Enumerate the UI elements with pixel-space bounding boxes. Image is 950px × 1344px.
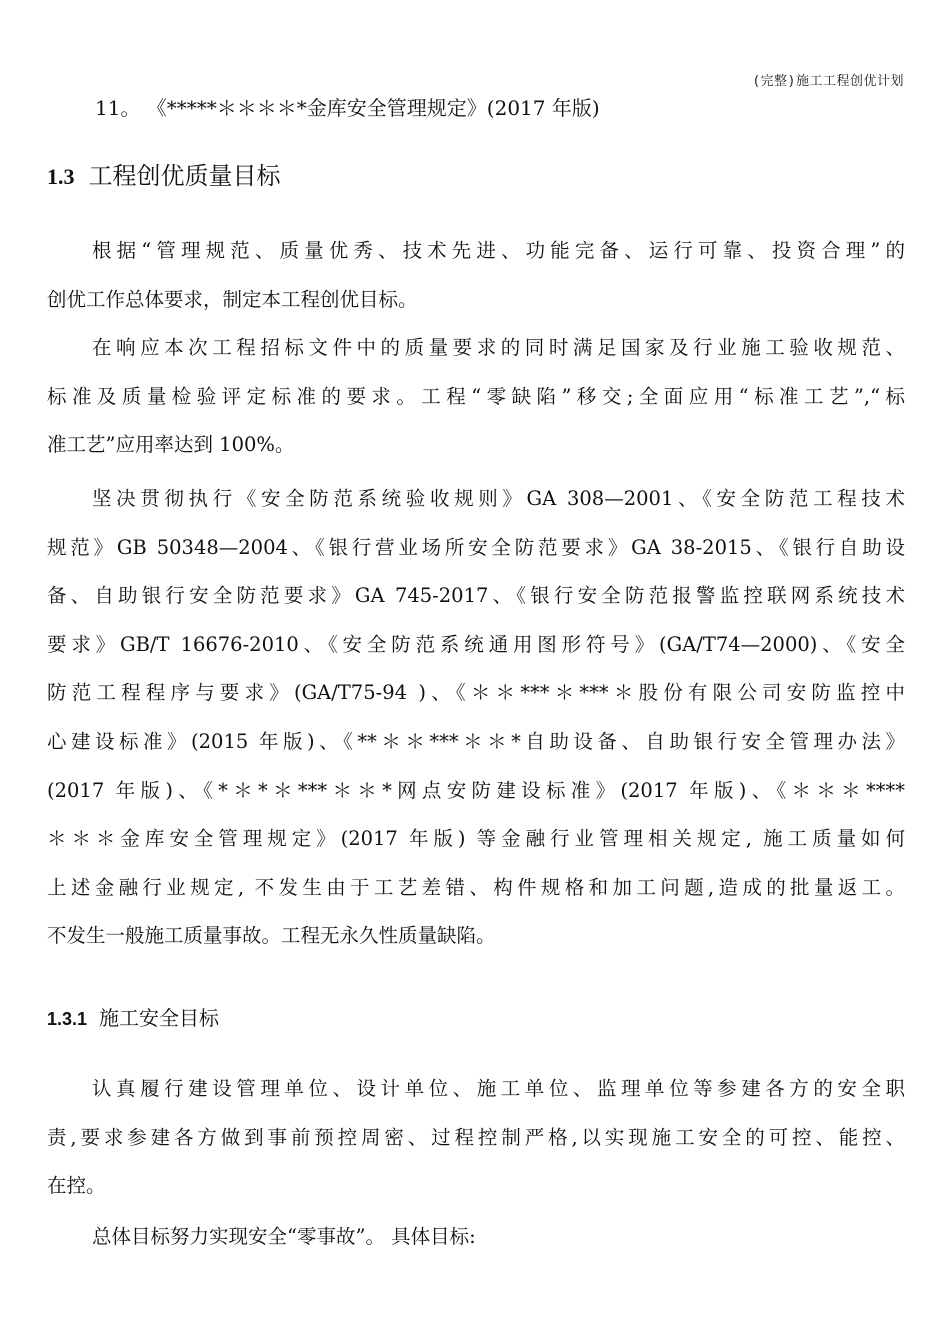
paragraph-line: 准工艺”应用率达到 100%。 [47, 433, 295, 457]
paragraph-line: 不发生一般施工质量事故。工程无永久性质量缺陷。 [47, 924, 496, 948]
section-heading-1-3-1 [47, 1003, 219, 1035]
paragraph-line: 心建设标准》(2015 年版)、《**＊＊***＊＊*自助设备、自助银行安全管理办法》 [47, 729, 905, 753]
subsection-number: 1.3.1 [47, 1009, 88, 1029]
paragraph-line: 要求》GB/T 16676-2010、《安全防范系统通用图形符号》(GA/T74—2000)、《安全 [47, 632, 905, 656]
paragraph-line: 在控。 [47, 1174, 106, 1198]
paragraph-line: 坚决贯彻执行《安全防范系统验收规则》GA 308—2001、《安全防范工程技术 [92, 487, 905, 510]
section-number: 1.3 [47, 164, 75, 189]
section-heading-1-3 [47, 158, 281, 197]
paragraph-quality-requirements [47, 324, 905, 470]
paragraph-line: 认真履行建设管理单位、设计单位、施工单位、监理单位等参建各方的安全职 [92, 1077, 905, 1100]
paragraph-line: (2017 年版)、《*＊*＊***＊＊*网点安防建设标准》(2017 年版)、《＊＊＊**** [47, 778, 905, 802]
section-title: 工程创优质量目标 [88, 162, 281, 190]
paragraph-line: 防范工程程序与要求》(GA/T75-94 )、《＊＊***＊***＊股份有限公司安防监控中 [47, 681, 905, 705]
paragraph-line: 备、自助银行安全防范要求》GA 745-2017、《银行安全防范报警监控联网系统技术 [47, 584, 905, 608]
paragraph-line: 在响应本次工程招标文件中的质量要求的同时满足国家及行业施工验收规范、 [92, 336, 905, 359]
paragraph-line: ＊＊＊金库安全管理规定》(2017 年版) 等金融行业管理相关规定, 施工质量如何 [47, 827, 905, 851]
paragraph-line: 责,要求参建各方做到事前预控周密、过程控制严格,以实现施工安全的可控、能控、 [47, 1125, 905, 1149]
subsection-title: 施工安全目标 [99, 1006, 220, 1030]
running-header: (完整)施工工程创优计划 [752, 74, 904, 89]
paragraph-creation-requirements [47, 227, 905, 324]
paragraph-standards-compliance [47, 475, 905, 961]
paragraph-line: 标准及质量检验评定标准的要求。工程“零缺陷”移交;全面应用“标准工艺”,“标 [47, 384, 905, 408]
paragraph-line: 规范》GB 50348—2004、《银行营业场所安全防范要求》GA 38-2015、《银行自助设 [47, 535, 905, 559]
paragraph-overall-safety-goal [47, 1213, 905, 1262]
paragraph-line: 根据“管理规范、质量优秀、技术先进、功能完备、运行可靠、投资合理”的 [92, 239, 905, 262]
paragraph-line: 上述金融行业规定, 不发生由于工艺差错、构件规格和加工问题,造成的批量返工。 [47, 875, 905, 899]
paragraph-safety-responsibilities [47, 1065, 905, 1211]
paragraph-line: 创优工作总体要求，制定本工程创优目标。 [47, 287, 418, 311]
paragraph-line: 总体目标努力实现安全“零事故”。 具体目标: [92, 1225, 476, 1248]
reference-item-11: 11。 《*****＊＊＊＊*金库安全管理规定》(2017 年版) [95, 96, 600, 120]
